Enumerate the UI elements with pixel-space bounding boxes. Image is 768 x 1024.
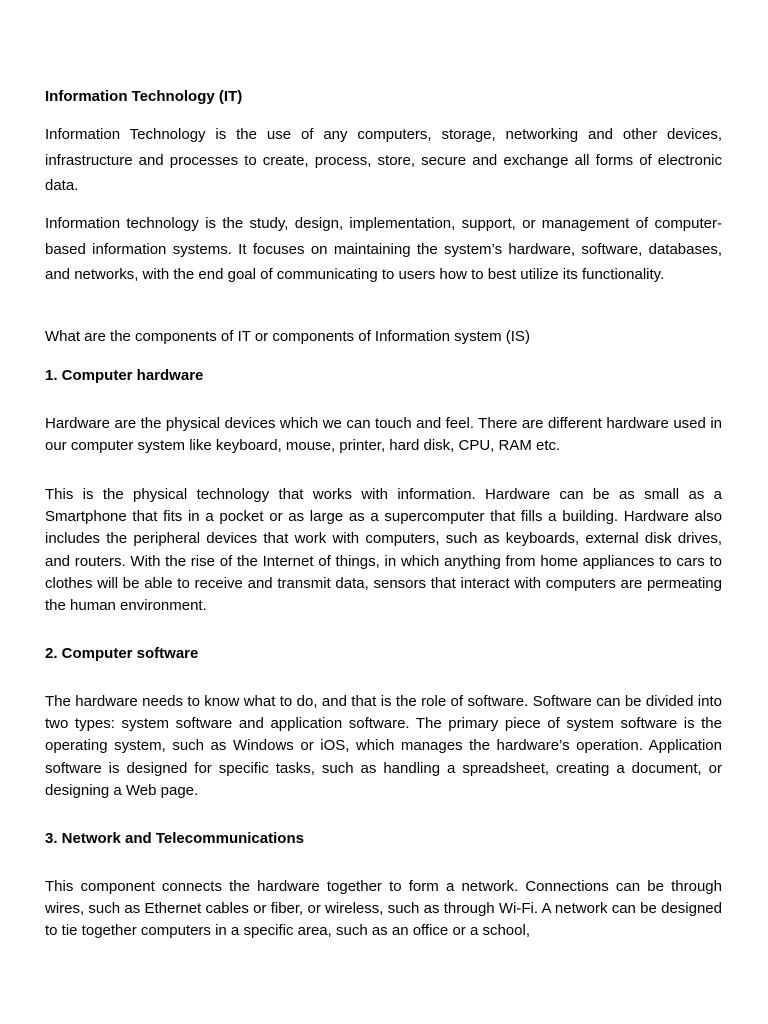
section-heading-hardware: 1. Computer hardware [45, 367, 204, 384]
hardware-paragraph-2: This is the physical technology that works with information. Hardware can be as small as a Smartphone that fits in a pocket or as large as a supercomputer that fills a building. Hardware also includes the peripheral devices that work with computers, such as keyboards, external disk drives, and routers. With the rise of the Internet of things, in which anything from home appliances to cars to clothes will be able to receive and transmit data, sensors that interact with computers are permeating the human environment. [45, 486, 722, 615]
components-question: What are the components of IT or components of Information system (IS) [45, 328, 530, 345]
software-paragraph-1: The hardware needs to know what to do, and that is the role of software. Software can be divided into two types: system software and application software. The primary piece of system software is the operating system, such as Windows or iOS, which manages the hardware’s operation. Application software is designed for specific tasks, such as handling a spreadsheet, creating a document, or designing a Web page. [45, 693, 722, 799]
network-paragraph-1: This component connects the hardware together to form a network. Connections can be through wires, such as Ethernet cables or fiber, or wireless, such as through Wi-Fi. A network can be designed to tie together computers in a specific area, such as an office or a school, [45, 878, 722, 940]
intro-paragraph-1: Information Technology is the use of any computers, storage, networking and other devices, infrastructure and processes to create, process, store, secure and exchange all forms of electronic data. [45, 126, 722, 194]
document-title: Information Technology (IT) [45, 88, 243, 105]
section-heading-software: 2. Computer software [45, 645, 199, 662]
hardware-paragraph-1: Hardware are the physical devices which we can touch and feel. There are different hardware used in our computer system like keyboard, mouse, printer, hard disk, CPU, RAM etc. [45, 415, 722, 455]
intro-paragraph-2: Information technology is the study, design, implementation, support, or management of computer-based information systems. It focuses on maintaining the system’s hardware, software, databases, and networks, with the end goal of communicating to users how to best utilize its functionality. [45, 215, 722, 283]
section-heading-network: 3. Network and Telecommunications [45, 830, 304, 847]
